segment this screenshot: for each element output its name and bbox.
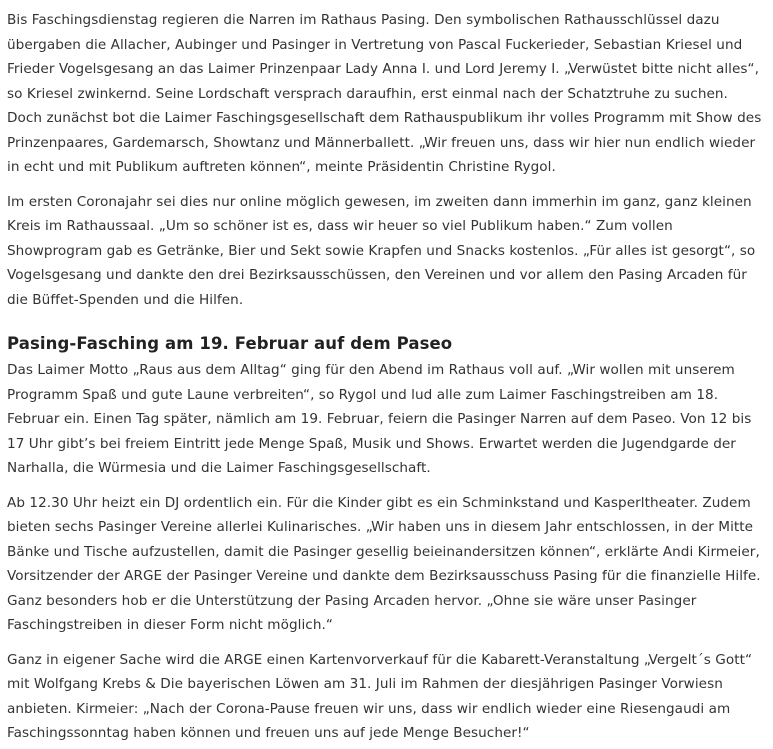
article-paragraph: Ganz in eigener Sache wird die ARGE einen Kartenvorverkauf für die Kabarett-Veranstaltung „Vergelt´s Gott“ mit Wolfgang Krebs & Die bayerischen Löwen am 31. Juli im Rahmen der diesjährigen Pasinger Vorwiesn anbieten. Kirmeier: „Nach der Corona-Pause freuen wir uns, dass wir endlich wieder eine Riesengaudi am Faschingssonntag haben können und freuen uns auf jede Menge Besucher!“ [7,651,753,741]
section-heading: Pasing-Fasching am 19. Februar auf dem Paseo [7,334,453,353]
article-paragraph: Ab 12.30 Uhr heizt ein DJ ordentlich ein. Für die Kinder gibt es ein Schminkstand und Kasperltheater. Zudem bieten sechs Pasinger Vereine allerlei Kulinarisches. „Wir haben uns in diesem Jahr entschlossen, in der Mitte Bänke und Tische aufzustellen, damit die Pasinger gesellig beieinandersitzen können“, erklärte Andi Kirmeier, Vorsitzender der ARGE der Pasinger Vereine und dankte dem Bezirksausschuss Pasing für die finanzielle Hilfe. Ganz besonders hob er die Unterstützung der Pasing Arcaden hervor. „Ohne sie wäre unser Pasinger Faschingstreiben in dieser Form nicht möglich.“ [7,494,761,633]
article-paragraph: Im ersten Coronajahr sei dies nur online möglich gewesen, im zweiten dann immerhin im ganz, ganz kleinen Kreis im Rathaussaal. „Um so schöner ist es, dass wir heuer so viel Publikum haben.“ Zum vollen Showprogram gab es Getränke, Bier und Sekt sowie Krapfen und Snacks kostenlos. „Für alles ist gesorgt“, so Vogelsgesang und dankte den drei Bezirksausschüssen, den Vereinen und vor allem den Pasing Arcaden für die Büffet-Spenden und die Hilfen. [7,193,756,308]
article-paragraph: Bis Faschingsdienstag regieren die Narren im Rathaus Pasing. Den symbolischen Rathausschlüssel dazu übergaben die Allacher, Aubinger und Pasinger in Vertretung von Pascal Fuckerieder, Sebastian Kriesel und Frieder Vogelsgesang an das Laimer Prinzenpaar Lady Anna I. und Lord Jeremy I. „Verwüstet bitte nicht alles“, so Kriesel zwinkernd. Seine Lordschaft versprach daraufhin, erst einmal nach der Schatztruhe zu suchen. Doch zunächst bot die Laimer Faschingsgesellschaft dem Rathauspublikum ihr volles Programm mit Show des Prinzenpaares, Gardemarsch, Showtanz und Männerballett. „Wir freuen uns, dass wir hier nun endlich wieder in echt und mit Publikum auftreten können“, meinte Präsidentin Christine Rygol. [7,12,762,175]
article-paragraph: Das Laimer Motto „Raus aus dem Alltag“ ging für den Abend im Rathaus voll auf. „Wir wollen mit unserem Programm Spaß und gute Laune verbreiten“, so Rygol und lud alle zum Laimer Faschingstreiben am 18. Februar ein. Einen Tag später, nämlich am 19. Februar, feiern die Pasinger Narren auf dem Paseo. Von 12 bis 17 Uhr gibt’s bei freiem Eintritt jede Menge Spaß, Musik und Shows. Erwartet werden die Jugendgarde der Narhalla, die Würmesia und die Laimer Faschingsgesellschaft. [7,362,752,476]
